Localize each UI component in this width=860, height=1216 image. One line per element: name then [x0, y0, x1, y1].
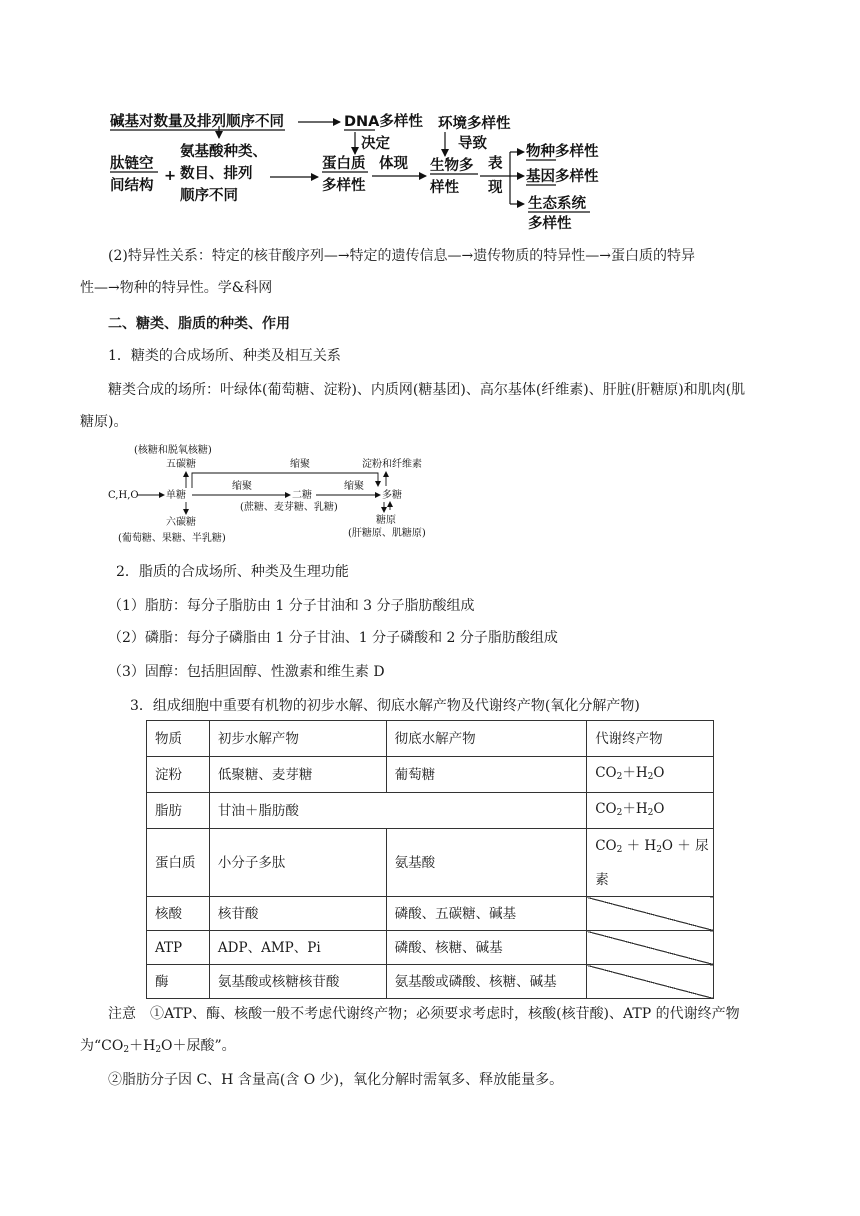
lipid-section-title: 2．脂质的合成场所、种类及生理功能 — [116, 564, 349, 580]
peptide-label-2: 间结构 — [110, 178, 154, 194]
cell-starch: 淀粉 — [147, 757, 210, 793]
dna-diversity-label: DNA多样性 — [344, 114, 423, 130]
header-substance: 物质 — [147, 721, 210, 757]
cell-nucleic-initial: 核苷酸 — [209, 897, 386, 931]
specificity-paragraph-1: (2)特异性关系：特定的核苷酸序列—→特定的遗传信息—→遗传物质的特异性—→蛋白质的特异 — [108, 248, 696, 264]
protein-diversity-2: 多样性 — [322, 178, 366, 194]
eco-diversity-2: 多样性 — [528, 216, 572, 232]
cell-atp-complete: 磷酸、核糖、碱基 — [386, 931, 587, 965]
cell-atp-final-empty — [587, 931, 714, 965]
aa-label-1: 氨基酸种类、 — [180, 144, 267, 160]
cell-atp-initial: ADP、AMP、Pi — [209, 931, 386, 965]
header-final: 代谢终产物 — [587, 721, 714, 757]
decide-label: 决定 — [361, 136, 390, 152]
nucleic-sugar-label: (核糖和脱氧核糖) — [134, 445, 212, 456]
mono-sugar-label: 单糖 — [166, 490, 186, 501]
hydrolysis-section-title: 3．组成细胞中重要有机物的初步水解、彻底水解产物及代谢终产物(氧化分解产物) — [130, 698, 640, 714]
header-initial: 初步水解产物 — [209, 721, 386, 757]
cell-nucleic-complete: 磷酸、五碳糖、碱基 — [386, 897, 587, 931]
embody-label: 体现 — [379, 156, 408, 172]
table-row — [147, 931, 714, 965]
condense-top-label: 缩聚 — [290, 459, 310, 470]
cell-atp: ATP — [147, 931, 210, 965]
cell-protein-complete: 氨基酸 — [386, 829, 587, 897]
cell-fat: 脂肪 — [147, 793, 210, 829]
cell-protein: 蛋白质 — [147, 829, 210, 897]
sugar-section-title: 1．糖类的合成场所、种类及相互关系 — [108, 348, 341, 364]
note-2: ②脂肪分子因 C、H 含量高(含 O 少)，氧化分解时需氧多、释放能量多。 — [108, 1072, 564, 1088]
eco-diversity-1: 生态系统 — [528, 196, 586, 212]
pentose-label: 五碳糖 — [166, 459, 196, 470]
aa-label-2: 数目、排列 — [180, 166, 253, 182]
show-label-2: 现 — [488, 180, 503, 196]
lipid-item-sterol: （3）固醇：包括胆固醇、性激素和维生素 D — [108, 664, 385, 680]
cell-nucleic-final-empty — [587, 897, 714, 931]
bio-diversity-2: 样性 — [430, 180, 459, 196]
species-diversity-label: 物种多样性 — [526, 144, 599, 160]
lead-label: 导致 — [458, 136, 487, 152]
note-1b: 为“$CO_2+H_2O+$尿酸”。 — [80, 1038, 236, 1055]
gene-diversity-label: 基因多样性 — [526, 169, 599, 185]
cell-protein-final: $CO_2 + H_2O$ ＋ 尿 素 — [587, 829, 714, 897]
specificity-paragraph-2: 性—→物种的特异性。学&科网 — [80, 280, 273, 296]
table-row — [147, 793, 714, 829]
glycogen-examples-label: (肝糖原、肌糖原) — [348, 528, 426, 539]
table-header-row — [147, 721, 714, 757]
section-heading-2: 二、糖类、脂质的种类、作用 — [108, 316, 290, 332]
sugar-sites-text-1: 糖类合成的场所：叶绿体(葡萄糖、淀粉)、内质网(糖基团)、高尔基体(纤维素)、肝脏(肝糖原)和肌肉(肌 — [108, 382, 746, 398]
aa-label-3: 顺序不同 — [180, 188, 238, 204]
cell-starch-complete: 葡萄糖 — [386, 757, 587, 793]
cell-starch-initial: 低聚糖、麦芽糖 — [209, 757, 386, 793]
glycogen-label: 糖原 — [376, 515, 396, 526]
condense-1-label: 缩聚 — [232, 481, 252, 492]
sugar-relation-diagram — [104, 440, 444, 550]
protein-diversity-1: 蛋白质 — [322, 156, 366, 172]
cell-enzyme-complete: 氨基酸或磷酸、核糖、碱基 — [386, 965, 587, 999]
starch-cellulose-label: 淀粉和纤维素 — [362, 459, 422, 470]
table-row — [147, 829, 714, 897]
cell-fat-products: 甘油＋脂肪酸 — [209, 793, 586, 829]
condense-2-label: 缩聚 — [344, 481, 364, 492]
hexose-label: 六碳糖 — [166, 517, 196, 528]
cell-nucleic: 核酸 — [147, 897, 210, 931]
cell-enzyme: 酶 — [147, 965, 210, 999]
header-complete: 彻底水解产物 — [386, 721, 587, 757]
base-pair-label: 碱基对数量及排列顺序不同 — [110, 114, 284, 130]
di-sugar-label: 二糖 — [292, 490, 312, 501]
hydrolysis-table — [146, 720, 714, 999]
cell-enzyme-initial: 氨基酸或核糖核苷酸 — [209, 965, 386, 999]
chon-source-label: C,H,O — [108, 490, 139, 501]
lipid-item-phospholipid: （2）磷脂：每分子磷脂由 1 分子甘油、1 分子磷酸和 2 分子脂肪酸组成 — [108, 630, 558, 646]
di-examples-label: (蔗糖、麦芽糖、乳糖) — [240, 502, 338, 513]
cell-starch-final: $CO_2+H_2O$ — [587, 757, 714, 793]
lipid-item-fat: （1）脂肪：每分子脂肪由 1 分子甘油和 3 分子脂肪酸组成 — [108, 598, 475, 614]
table-row — [147, 757, 714, 793]
diversity-diagram — [100, 104, 620, 234]
table-row — [147, 965, 714, 999]
bio-diversity-1: 生物多 — [430, 158, 474, 174]
note-1a: 注意 ①ATP、酶、核酸一般不考虑代谢终产物；必须要求考虑时，核酸(核苷酸)、ATP 的代谢终产物 — [108, 1006, 740, 1022]
peptide-label-1: 肽链空 — [110, 156, 154, 172]
cell-protein-initial: 小分子多肽 — [209, 829, 386, 897]
table-row — [147, 897, 714, 931]
cell-enzyme-final-empty — [587, 965, 714, 999]
plus-sign: + — [164, 168, 177, 184]
hexose-examples-label: (葡萄糖、果糖、半乳糖) — [118, 533, 226, 544]
poly-sugar-label: 多糖 — [382, 490, 402, 501]
cell-fat-final: $CO_2+H_2O$ — [587, 793, 714, 829]
env-diversity-label: 环境多样性 — [438, 116, 511, 132]
sugar-sites-text-2: 糖原)。 — [80, 414, 128, 430]
show-label-1: 表 — [488, 156, 503, 172]
